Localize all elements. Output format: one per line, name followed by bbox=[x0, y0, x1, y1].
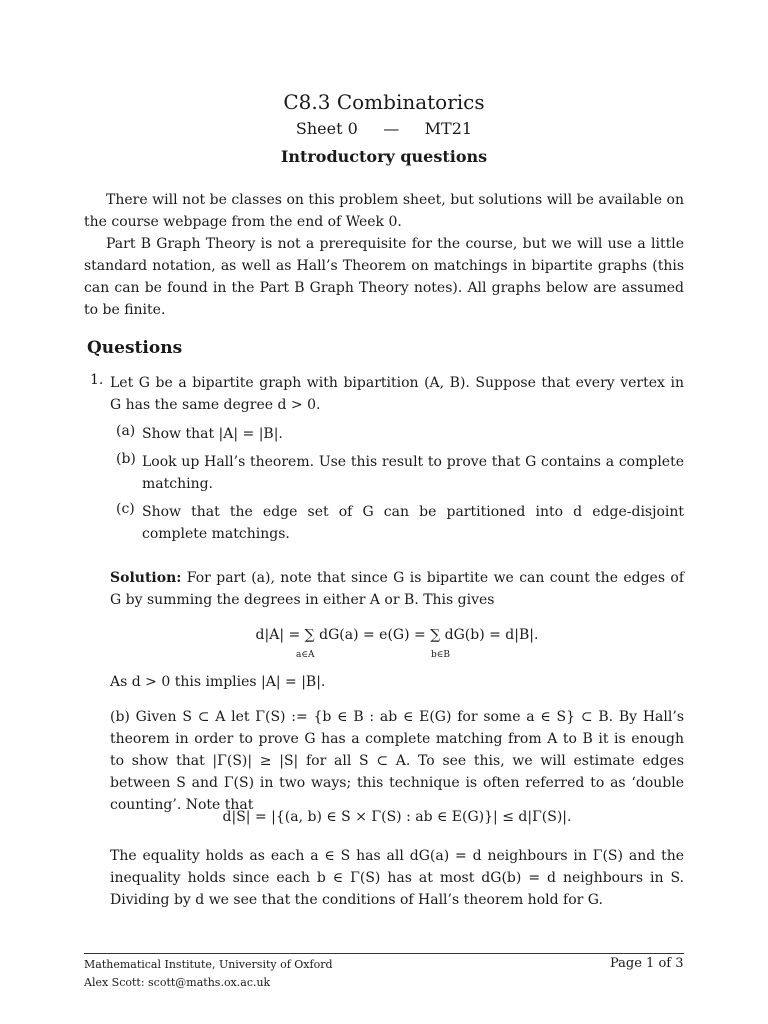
part-b-label: (b) bbox=[116, 451, 136, 467]
part-a-text: Show that |A| = |B|. bbox=[142, 426, 283, 442]
footer-author: Alex Scott: scott@maths.ox.ac.uk bbox=[84, 976, 271, 989]
footer-divider bbox=[84, 953, 684, 954]
solution-paragraph-1 bbox=[110, 567, 684, 611]
solution-paragraph-4: The equality holds as each a ∈ S has all dG(a) = d neighbours in Γ(S) and the inequality holds since each b ∈ Γ(S) has at most dG(b) = d neighbours in S. Dividing by d we see that the conditions of Hall’s theorem hold for G. bbox=[110, 848, 684, 908]
equation-double-count: d|S| = |{(a, b) ∈ S × Γ(S) : ab ∈ E(G)}| ≤ d|Γ(S)|. bbox=[222, 809, 572, 825]
sheet-label: Sheet 0 bbox=[295, 119, 358, 138]
part-c-text: Show that the edge set of G can be partitioned into d edge-disjoint complete matchings. bbox=[142, 504, 684, 542]
solution-p1-text: For part (a), note that since G is bipartite we can count the edges of G by summing the degrees in either A or B. This gives bbox=[110, 570, 685, 608]
page-number: Page 1 of 3 bbox=[610, 956, 684, 971]
intro-paragraph-1: There will not be classes on this problem sheet, but solutions will be available on the course webpage from the end of Week 0. bbox=[84, 192, 684, 230]
part-c-label: (c) bbox=[116, 501, 135, 517]
part-a-label: (a) bbox=[116, 423, 136, 439]
solution-paragraph-3: (b) Given S ⊂ A let Γ(S) := {b ∈ B : ab ∈ E(G) for some a ∈ S} ⊂ B. By Hall’s theorem in order to prove G has a complete matching from A to B it is enough to show that |Γ(S)| ≥ |S| for all S ⊂ A. To see this, we will estimate edges between S and Γ(S) in two ways; this technique is often referred to as ‘double counting’. Note that bbox=[110, 709, 684, 813]
page-subtitle: Introductory questions bbox=[280, 147, 488, 166]
footer-institute: Mathematical Institute, University of Oxford bbox=[84, 958, 333, 971]
sheet-dash: — bbox=[383, 119, 400, 138]
equation-subscript-a: a∈A bbox=[296, 650, 315, 660]
question-text: Let G be a bipartite graph with bipartition (A, B). Suppose that every vertex in G has the same degree d > 0. bbox=[110, 375, 684, 413]
part-b-text: Look up Hall’s theorem. Use this result to prove that G contains a complete matching. bbox=[142, 454, 684, 492]
page-title: C8.3 Combinatorics bbox=[283, 90, 485, 114]
term-label: MT21 bbox=[424, 119, 473, 138]
questions-heading: Questions bbox=[87, 338, 183, 358]
equation-subscript-b: b∈B bbox=[431, 650, 451, 660]
question-number: 1. bbox=[90, 372, 104, 388]
equation-degree-sum: d|A| = ∑ dG(a) = e(G) = ∑ dG(b) = d|B|. bbox=[255, 627, 539, 643]
sheet-line bbox=[0, 119, 768, 138]
solution-label: Solution: bbox=[110, 570, 182, 586]
solution-paragraph-2: As d > 0 this implies |A| = |B|. bbox=[110, 674, 326, 690]
intro-paragraph-2: Part B Graph Theory is not a prerequisite for the course, but we will use a little standard notation, as well as Hall’s Theorem on matchings in bipartite graphs (this can can be found in the Part B Graph Theory notes). All graphs below are assumed to be finite. bbox=[84, 236, 684, 318]
